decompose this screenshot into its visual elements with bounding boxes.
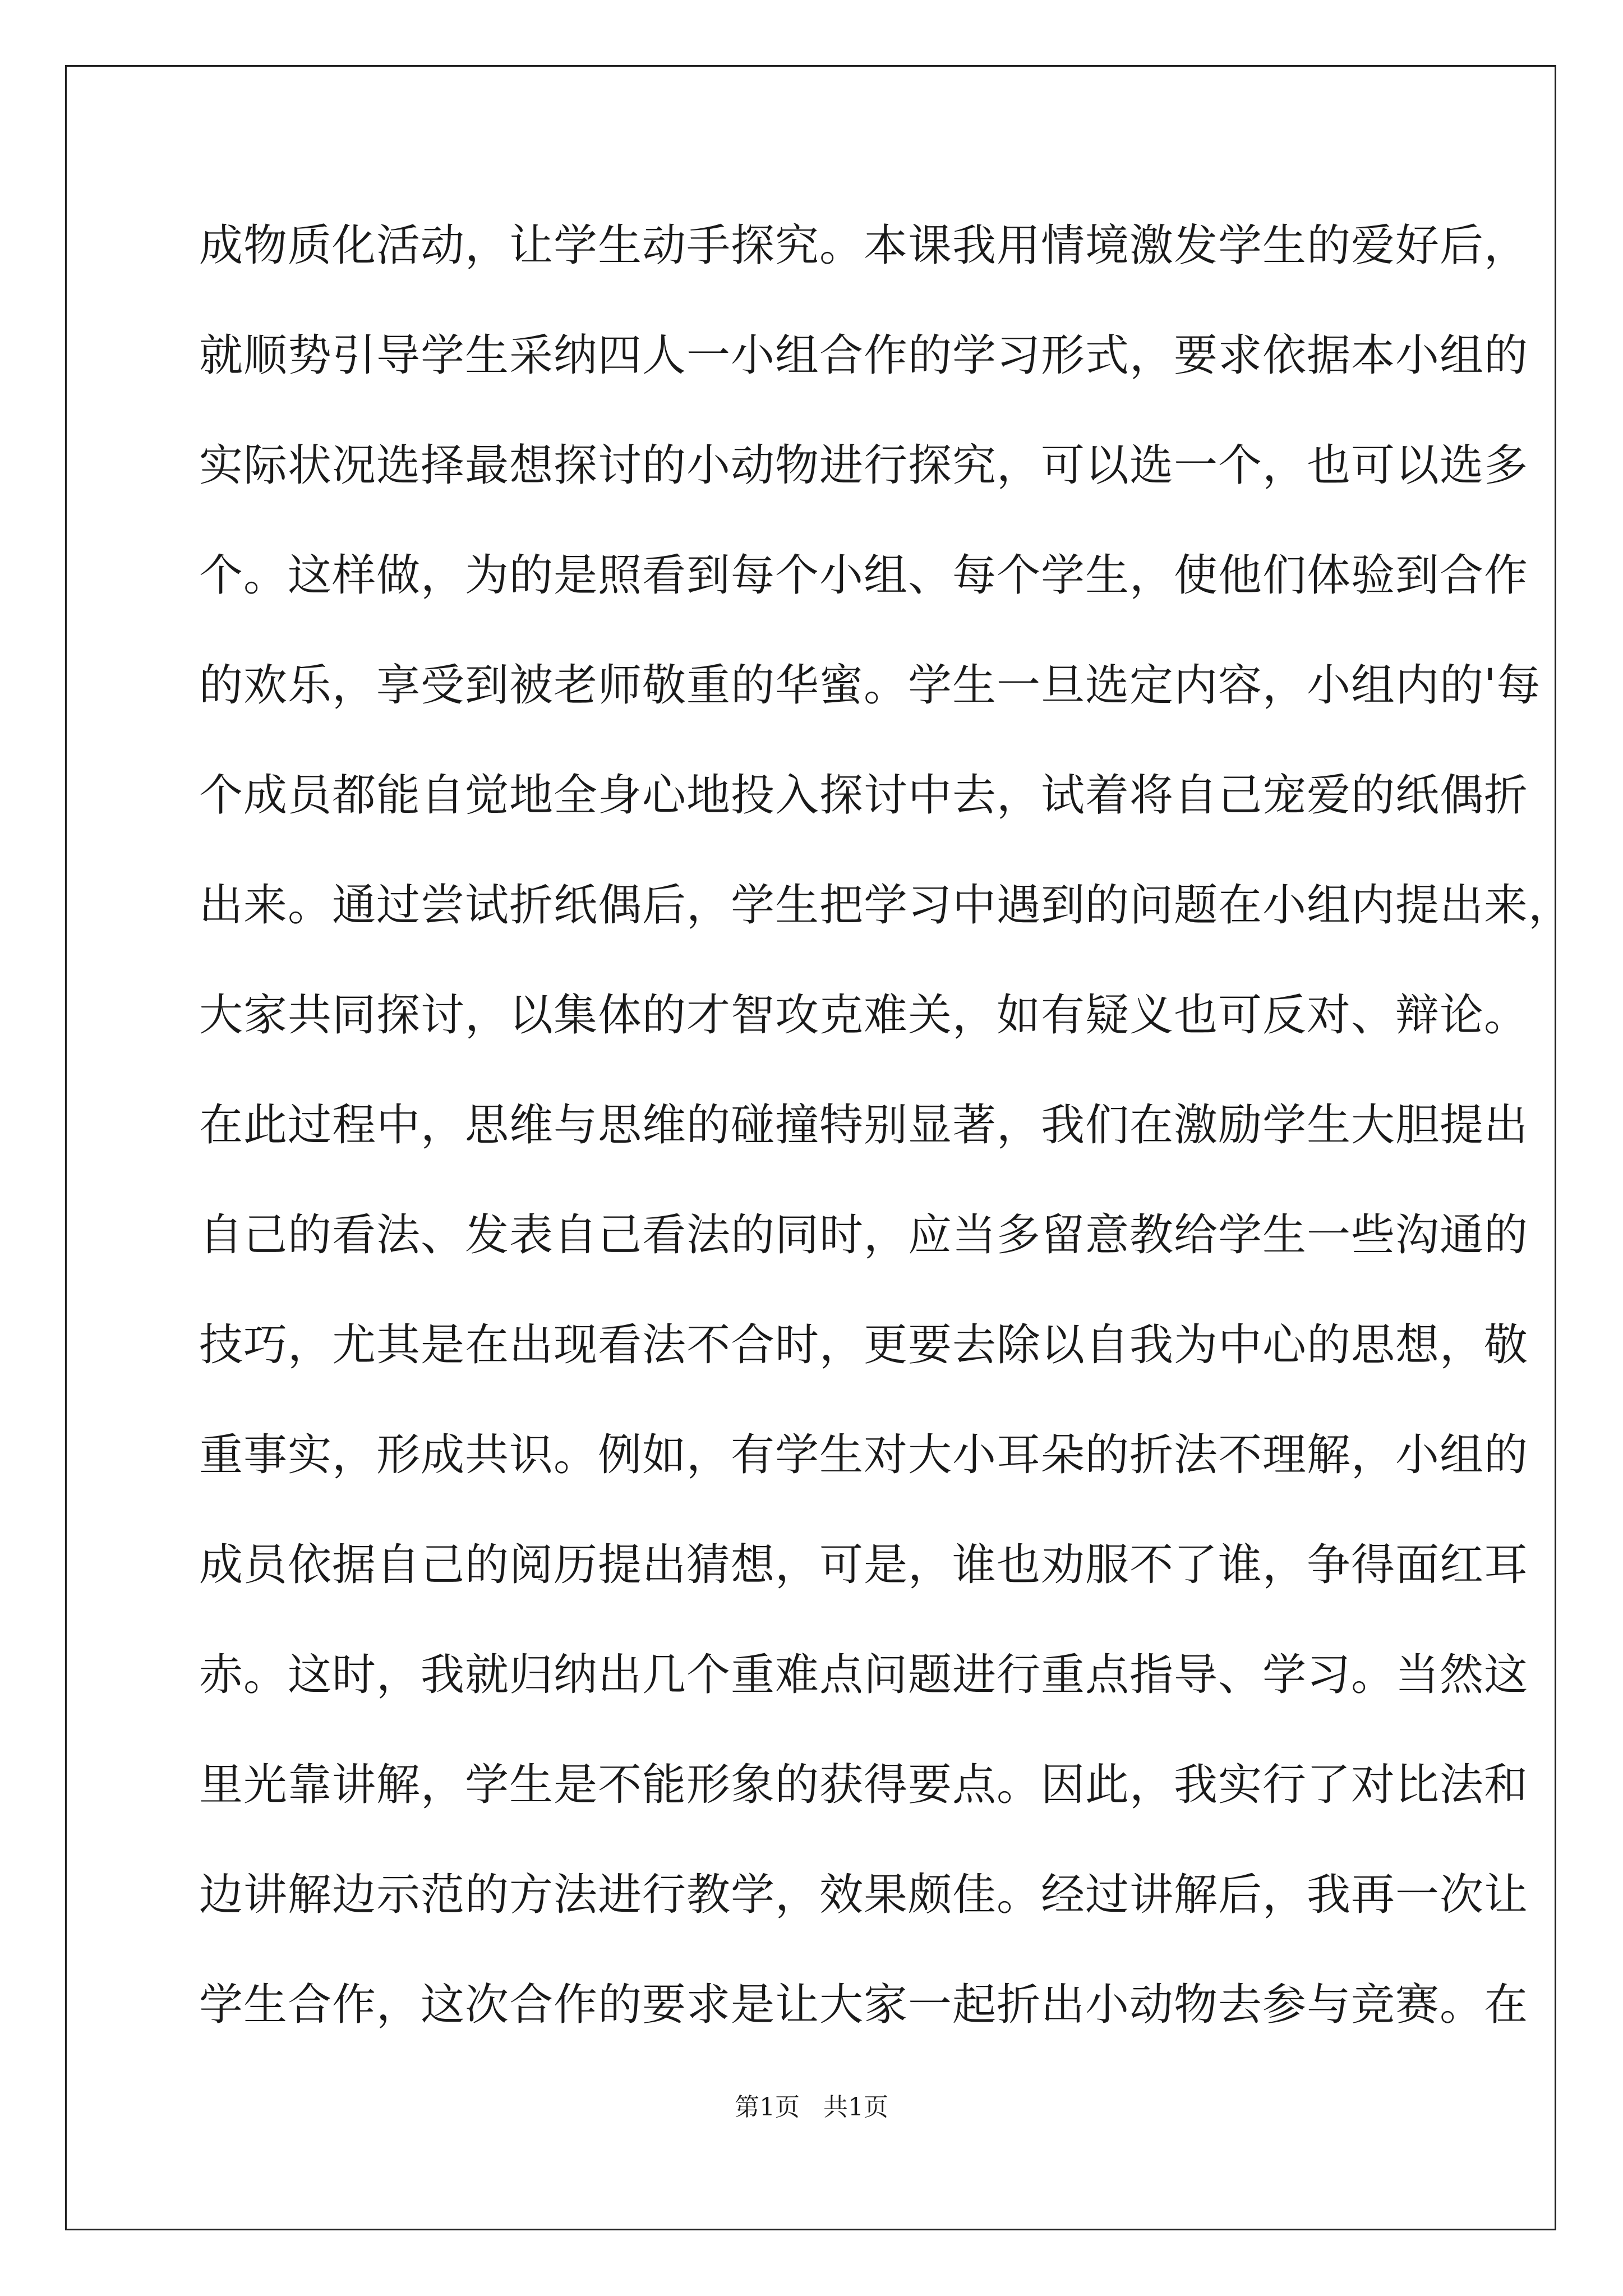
text-line: 在此过程中，思维与思维的碰撞特别显著，我们在激励学生大胆提出	[199, 1100, 1529, 1151]
document-body	[199, 191, 1573, 2060]
page-number-current: 第1页	[735, 2093, 800, 2122]
text-line: 技巧，尤其是在出现看法不合时，更要去除以自我为中心的思想，敬	[199, 1320, 1529, 1370]
text-line: 学生合作，这次合作的要求是让大家一起折出小动物去参与竞赛。在	[199, 1980, 1529, 2030]
text-line: 实际状况选择最想探讨的小动物进行探究，可以选一个，也可以选多	[199, 440, 1529, 491]
text-line: 重事实，形成共识。例如，有学生对大小耳朵的折法不理解，小组的	[199, 1430, 1529, 1480]
text-line: 赤。这时，我就归纳出几个重难点问题进行重点指导、学习。当然这	[199, 1650, 1529, 1700]
text-line: 个成员都能自觉地全身心地投入探讨中去，试着将自己宠爱的纸偶折	[199, 770, 1529, 821]
text-line: 的欢乐，享受到被老师敬重的华蜜。学生一旦选定内容，小组内的'每	[199, 660, 1541, 711]
text-line: 大家共同探讨，以集体的才智攻克难关，如有疑义也可反对、辩论。	[199, 990, 1529, 1041]
text-line: 出来。通过尝试折纸偶后，学生把学习中遇到的问题在小组内提出来，	[199, 880, 1573, 931]
text-line: 自己的看法、发表自己看法的同时，应当多留意教给学生一些沟通的	[199, 1210, 1529, 1260]
text-line: 成物质化活动，让学生动手探究。本课我用情境激发学生的爱好后，	[199, 220, 1529, 271]
text-line: 就顺势引导学生采纳四人一小组合作的学习形式，要求依据本小组的	[199, 330, 1529, 381]
text-line: 成员依据自己的阅历提出猜想，可是，谁也劝服不了谁，争得面红耳	[199, 1540, 1529, 1590]
text-line: 里光靠讲解，学生是不能形象的获得要点。因此，我实行了对比法和	[199, 1760, 1529, 1810]
text-line: 个。这样做，为的是照看到每个小组、每个学生，使他们体验到合作	[199, 550, 1529, 601]
page-number-total: 共1页	[823, 2093, 888, 2122]
text-line: 边讲解边示范的方法进行教学，效果颇佳。经过讲解后，我再一次让	[199, 1870, 1529, 1920]
page-footer	[0, 2087, 1623, 2123]
